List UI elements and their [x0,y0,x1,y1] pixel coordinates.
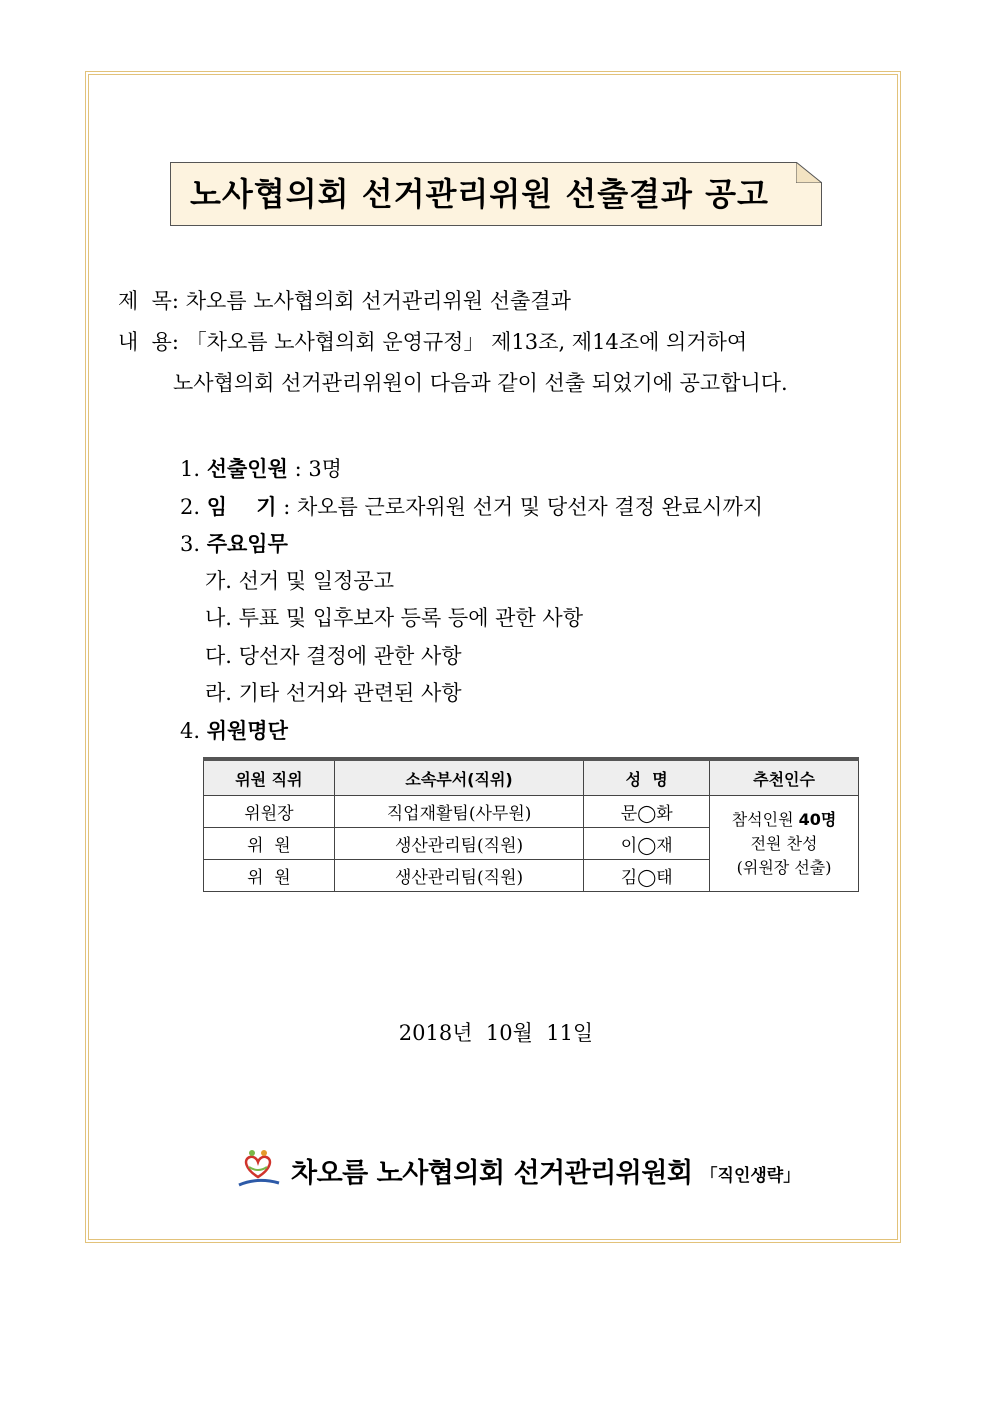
recommend-count: 40명 [798,809,837,829]
item-number: 3. [180,532,201,556]
cell-position: 위 원 [204,828,335,860]
duty-item: 가. 선거 및 일정공고 [205,569,394,593]
subject-value: 차오름 노사협의회 선거관리위원 선출결과 [185,289,571,313]
cell-name: 문◯화 [584,796,710,828]
header-name: 성 명 [584,759,710,796]
item-number: 1. [180,457,201,481]
duty-item: 다. 당선자 결정에 관한 사항 [205,644,462,668]
cell-recommend [710,796,859,892]
seal-omitted-note: 「직인생략」 [700,1165,801,1186]
footer-signature [235,1145,800,1195]
header-recommend: 추천인수 [710,759,859,796]
recommend-text: 전원 찬성 [750,833,818,853]
recommend-text: 참석인원 [731,809,799,829]
duty-item: 라. 기타 선거와 관련된 사항 [205,681,462,705]
cell-dept: 직업재활팀(사무원) [334,796,583,828]
recommend-note: (위원장 선출) [736,857,832,877]
members-heading [180,716,288,746]
title-fold-corner [796,162,822,183]
notice-date: 2018년 10월 11일 [398,1021,594,1045]
item-number: 4. [180,719,201,743]
item-value: : 차오름 근로자위원 선거 및 당선자 결정 완료시까지 [276,495,764,519]
members-table [203,757,859,892]
item-label: 위원명단 [206,719,288,743]
cell-dept: 생산관리팀(직원) [334,860,583,892]
header-position: 위원 직위 [204,759,335,796]
cell-name: 김◯태 [584,860,710,892]
table-row [204,796,859,828]
item-duties [180,529,288,559]
header-dept: 소속부서(직위) [334,759,583,796]
cell-position: 위원장 [204,796,335,828]
content-text-1: 「차오름 노사협의회 운영규정」 제13조, 제14조에 의거하여 [185,330,748,354]
cell-dept: 생산관리팀(직원) [334,828,583,860]
item-term [180,492,763,522]
duty-item: 나. 투표 및 입후보자 등록 등에 관한 사항 [205,606,583,630]
item-number: 2. [180,495,201,519]
table-header-row [204,759,859,796]
content-line-2: 노사협의회 선거관리위원이 다음과 같이 선출 되었기에 공고합니다. [173,371,788,395]
item-value: : 3명 [287,457,342,481]
content-line-1 [118,327,747,357]
item-label: 주요임무 [206,532,288,556]
item-label: 임 기 [206,495,277,519]
item-label: 선출인원 [206,457,288,481]
cell-position: 위 원 [204,860,335,892]
item-headcount [180,454,342,484]
page-title: 노사협의회 선거관리위원 선출결과 공고 [190,175,769,213]
heart-people-logo-icon [235,1147,281,1193]
subject-label: 제 목: [118,289,179,313]
organization-name: 차오름 노사협의회 선거관리위원회 [291,1157,693,1189]
content-label: 내 용: [118,330,179,354]
cell-name: 이◯재 [584,828,710,860]
subject-line [118,286,571,316]
